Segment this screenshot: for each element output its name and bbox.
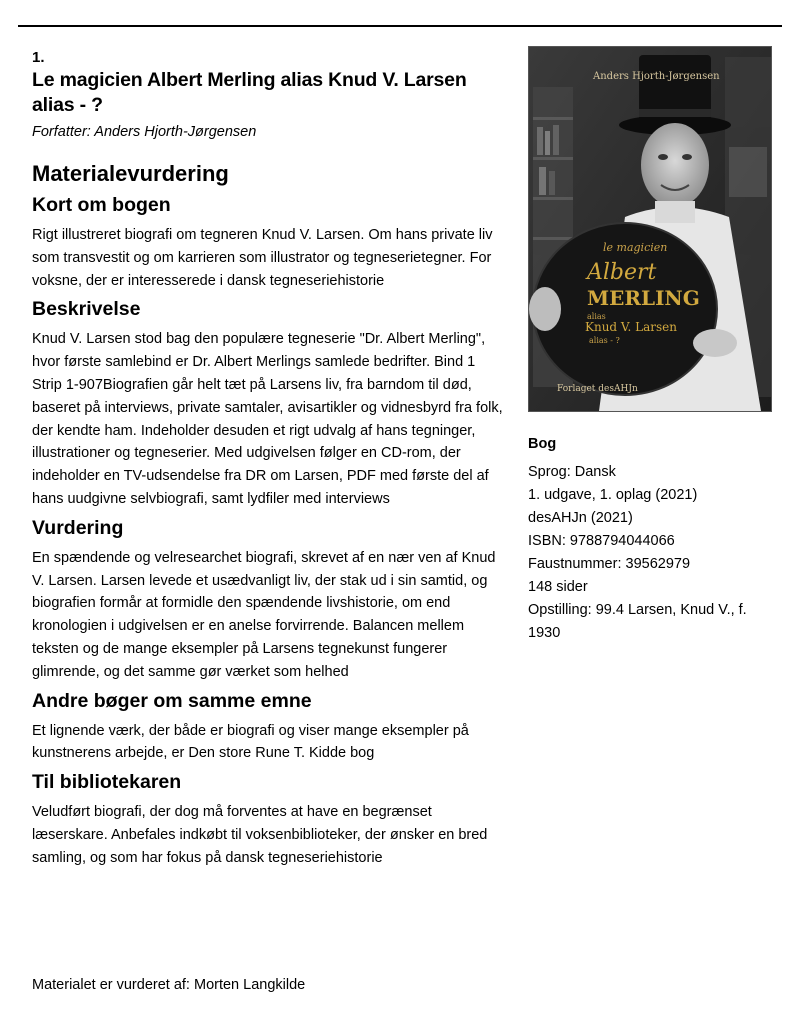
section-heading-librarian: Til bibliotekaren [32, 771, 182, 794]
book-title[interactable]: Le magicien Albert Merling alias Knud V. Larsen alias - ? [32, 69, 467, 116]
placement-line: Opstilling: 99.4 Larsen, Knud V., f. 1930 [528, 602, 747, 641]
edition-line: 1. udgave, 1. oplag (2021) [528, 487, 698, 503]
section-heading-related: Andre bøger om samme emne [32, 689, 312, 712]
review-column [32, 48, 507, 874]
author-line: Forfatter: Anders Hjorth-Jørgensen [32, 124, 257, 140]
bibliographic-details [528, 433, 778, 645]
cover-publisher: Forlaget desAHJn [557, 384, 638, 394]
section-text-assessment: En spændende og velresearchet biografi, skrevet af en nær ven af Knud V. Larsen. Larsen levede et usædvanligt liv, der stak ud i sin samtid, og biografien formår at formidle den spændende livshistorie, om end kronologien i udgivelsen er en anelse forvirrende. Balancen mellem teksten og de mange eksempler på Larsens tegnekunst fungerer glimrende, og det samme gør værket som helhed [32, 549, 496, 680]
isbn-line: ISBN: 9788794044066 [528, 533, 675, 549]
pages-line: 148 sider [528, 579, 588, 595]
section-text-summary: Rigt illustreret biografi om tegneren Knud V. Larsen. Om hans private liv som transvestit og om karrieren som illustrator og tegneserietegner. For voksne, der er interesserede i dansk tegneseriehistorie [32, 227, 493, 289]
section-text-librarian: Veludført biografi, der dog må forventes at have en begrænset læserskare. Anbefales indkøbt til voksenbiblioteker, der ønsker en bred samling, og som har fokus på dansk tegneseriehistorie [32, 804, 488, 866]
cover-author: Anders Hjorth-Jørgensen [593, 71, 720, 82]
assessor-line: Materialet er vurderet af: Morten Langkilde [32, 977, 306, 993]
cover-alias-q: alias - ? [589, 336, 620, 345]
publisher-line: desAHJn (2021) [528, 510, 633, 526]
language-line: Sprog: Dansk [528, 464, 616, 480]
cover-merling: MERLING [587, 286, 700, 310]
cover-albert: Albert [587, 260, 657, 285]
top-divider [18, 25, 782, 27]
record-number: 1. [32, 49, 45, 66]
cover-knud: Knud V. Larsen [585, 320, 677, 334]
section-heading-assessment: Vurdering [32, 516, 124, 539]
material-type: Bog [528, 436, 557, 452]
faust-number-line: Faustnummer: 39562979 [528, 556, 691, 572]
section-heading-summary: Kort om bogen [32, 194, 171, 216]
section-heading-description: Beskrivelse [32, 298, 141, 321]
section-text-related: Et lignende værk, der både er biografi og viser mange eksempler på kunstnerens arbejde, er Den store Rune T. Kidde bog [32, 722, 469, 762]
review-heading: Materialevurdering [32, 161, 229, 186]
cover-alias: alias [587, 312, 606, 321]
book-cover-image[interactable] [528, 46, 772, 412]
cover-le-magicien: le magicien [603, 241, 668, 254]
section-text-description: Knud V. Larsen stod bag den populære tegneserie "Dr. Albert Merling", hvor første samlebind er Dr. Albert Merlings samlede bedrifter. Bind 1 Strip 1-907Biografien går helt tæt på Larsens liv, fra barndom til død, baseret på interviews, private samtaler, avisartikler og vidnesbyrd fra folk, der kendte ham. Indeholder desuden et rigt udvalg af hans tegninger, illustrationer og tegneserier. Med udgivelsen følger en CD-rom, der indeholder en TV-udsendelse fra DR om Larsen, PDF med første del af hans uudgivne selvbiografi, samt lydfiler med interviews [32, 331, 503, 507]
